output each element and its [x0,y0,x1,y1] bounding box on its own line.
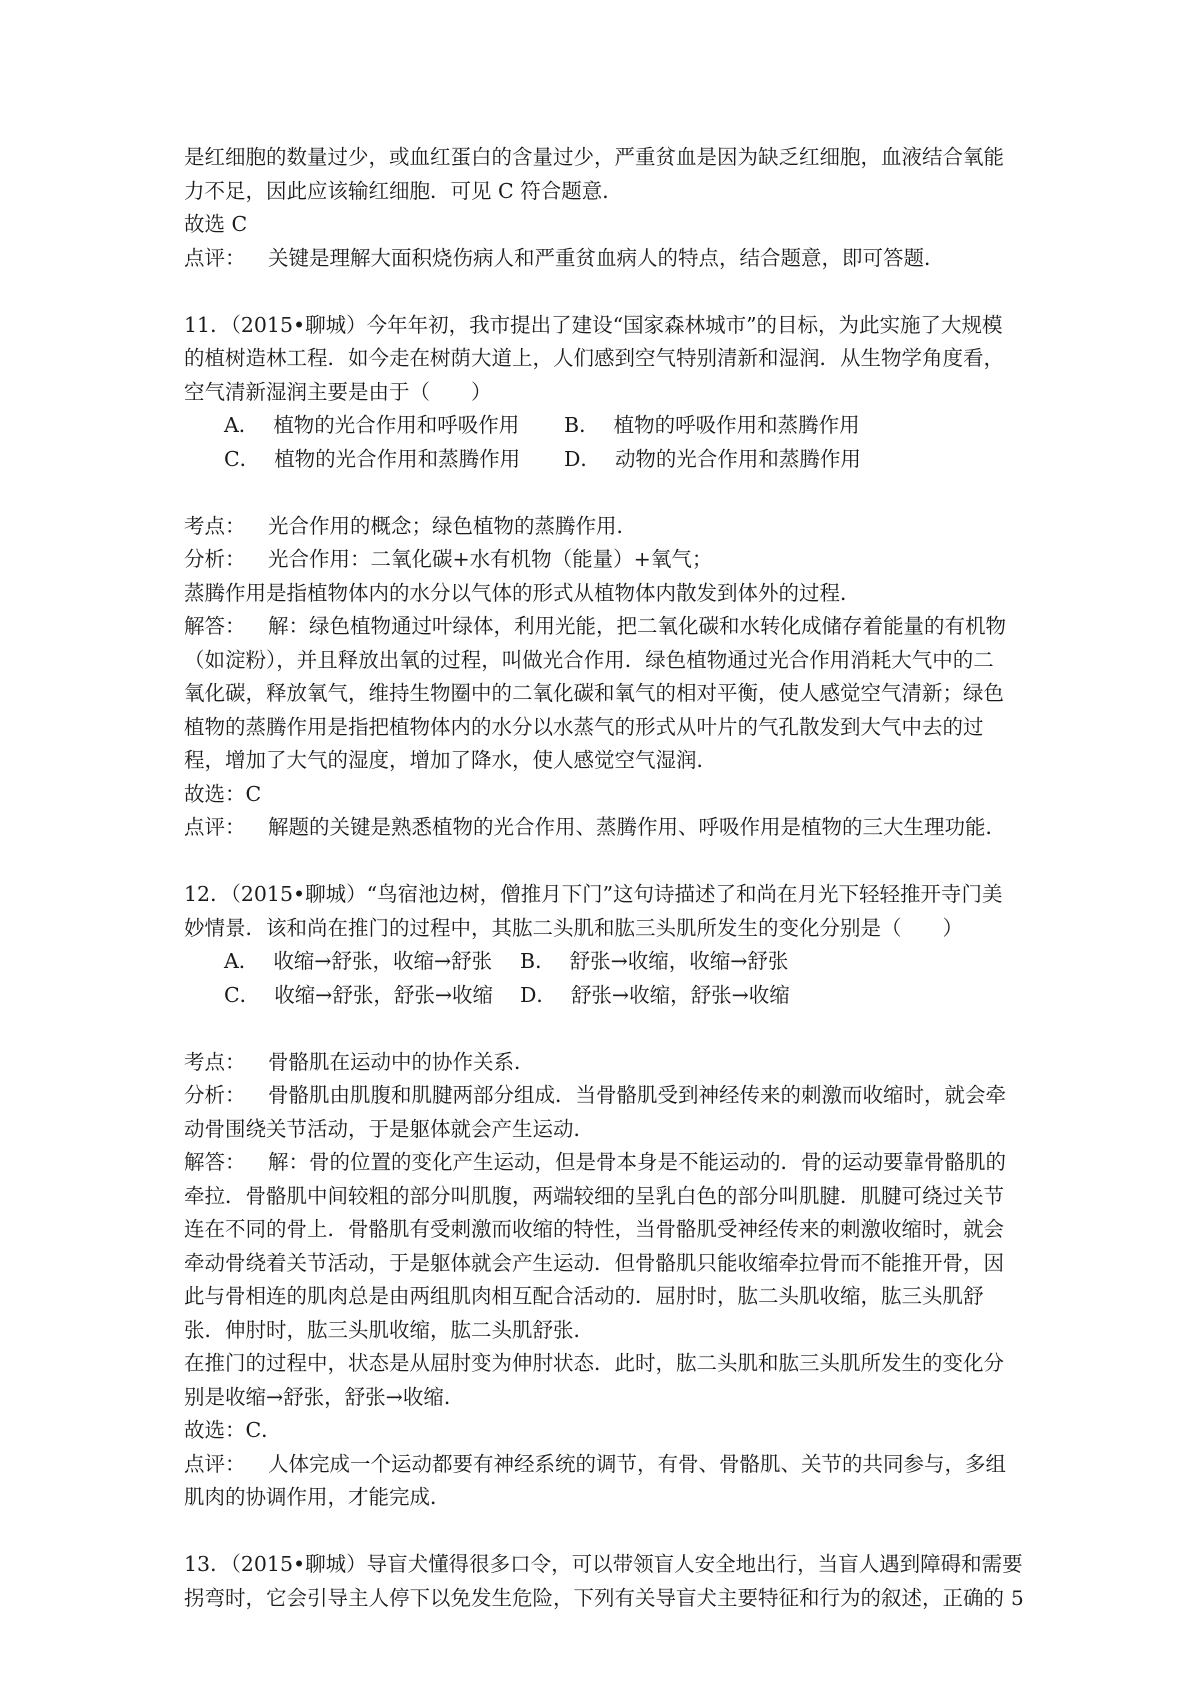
option-d [564,443,861,477]
kaodian-row [184,1046,1026,1080]
text-line: 力不足，因此应该输红细胞．可见 C 符合题意． [184,178,623,203]
page-number: 5 [1011,1586,1024,1610]
jieda-row [184,610,1026,644]
option-text: 舒张→收缩，收缩→舒张 [569,949,789,973]
question-stem: 的植树造林工程．如今走在树荫大道上，人们感到空气特别清新和湿润．从生物学角度看， [184,346,1004,370]
jieda-line: 牵拉．骨骼肌中间较粗的部分叫肌腹，两端较细的呈乳白色的部分叫肌腱．肌腱可绕过关节 [184,1183,1004,1208]
review-text: 肌肉的协调作用，才能完成． [184,1485,451,1509]
option-c [184,443,564,477]
question-stem: 11．（2015•聊城）今年年初，我市提出了建设“国家森林城市”的目标，为此实施了大规模 [184,312,1003,337]
option-a [184,409,564,443]
question-stem: 空气清新湿润主要是由于（ ） [184,379,492,404]
option-key: D． [564,446,601,471]
option-key: A． [224,413,260,437]
option-key: B． [564,413,600,437]
options-row [184,443,1026,477]
jieda-line: 连在不同的骨上．骨骼肌有受刺激而收缩的特性，当骨骼肌受神经传来的刺激收缩时，就会 [184,1217,1004,1241]
option-text: 收缩→舒张，收缩→舒张 [273,949,493,973]
fenxi-text: 动骨围绕关节活动，于是躯体就会产生运动． [184,1116,594,1141]
kaodian-text: 骨骼肌在运动中的协作关系． [268,1049,535,1074]
fenxi-label: 分析： [184,1083,246,1107]
question-13 [184,1548,1026,1615]
option-text: 植物的呼吸作用和蒸腾作用 [613,413,860,437]
option-text: 动物的光合作用和蒸腾作用 [614,446,861,471]
question-stem: 拐弯时，它会引导主人停下以免发生危险，下列有关导盲犬主要特征和行为的叙述，正确的 [184,1585,1004,1610]
jieda-line: 程，增加了大气的湿度，增加了降水，使人感觉空气湿润． [184,748,717,772]
question-stem: 12．（2015•聊城）“鸟宿池边树，僧推月下门”这句诗描述了和尚在月光下轻轻推开寺门美 [184,882,1003,906]
fenxi-row [184,1079,1026,1113]
option-key: A． [224,949,260,973]
jieda-label: 解答： [184,1150,246,1174]
option-text: 舒张→收缩，舒张→收缩 [570,982,790,1007]
page-content [184,141,1026,1615]
options-row [184,409,1026,443]
jieda-line: 此与骨相连的肌肉总是由两组肌肉相互配合活动的．屈肘时，肱二头肌收缩，肱三头肌舒 [184,1284,984,1308]
jieda-text: 解：骨的位置的变化产生运动，但是骨本身是不能运动的．骨的运动要靠骨骼肌的 [268,1150,1006,1174]
review-text: 解题的关键是熟悉植物的光合作用、蒸腾作用、呼吸作用是植物的三大生理功能． [268,815,1006,839]
question-stem: 13．（2015•聊城）导盲犬懂得很多口令，可以带领盲人安全地出行，当盲人遇到障碍和需要 [184,1552,1023,1576]
option-key: B． [520,949,556,973]
option-b [520,945,788,979]
fenxi-text: 骨骼肌由肌腹和肌腱两部分组成．当骨骼肌受到神经传来的刺激而收缩时，就会牵 [268,1083,1006,1107]
option-a [184,945,520,979]
jieda-line: 在推门的过程中，状态是从屈肘变为伸肘状态．此时，肱二头肌和肱三头肌所发生的变化分 [184,1351,1004,1375]
jieda-line: 植物的蒸腾作用是指把植物体内的水分以水蒸气的形式从叶片的气孔散发到大气中去的过 [184,714,984,739]
jieda-text: 解：绿色植物通过叶绿体，利用光能，把二氧化碳和水转化成储存着能量的有机物 [268,614,1006,638]
fenxi-text: 光合作用：二氧化碳+水有机物（能量）+氧气； [268,547,713,571]
jieda-label: 解答： [184,614,246,638]
option-d [520,979,790,1013]
option-text: 植物的光合作用和蒸腾作用 [274,446,521,471]
review-row [184,811,1026,845]
option-c [184,979,520,1013]
jieda-line: （如淀粉），并且释放出氧的过程，叫做光合作用．绿色植物通过光合作用消耗大气中的二 [184,647,994,672]
question-stem: 妙情景．该和尚在推门的过程中，其肱二头肌和肱三头肌所发生的变化分别是（ ） [184,915,963,940]
jieda-line: 别是收缩→舒张，舒张→收缩． [184,1384,465,1409]
kaodian-label: 考点： [184,513,246,538]
answer-line: 故选：C． [184,1418,282,1442]
review-label: 点评： [184,815,246,839]
jieda-row [184,1146,1026,1180]
answer-line: 故选：C [184,781,262,806]
review-text: 人体完成一个运动都要有神经系统的调节，有骨、骨骼肌、关节的共同参与，多组 [268,1451,1006,1476]
kaodian-text: 光合作用的概念；绿色植物的蒸腾作用． [268,513,637,538]
review-row [184,1448,1026,1482]
option-key: C． [224,446,261,471]
question-12 [184,878,1026,1515]
options-row [184,945,1026,979]
fenxi-text: 蒸腾作用是指植物体内的水分以气体的形式从植物体内散发到体外的过程． [184,580,861,605]
review-row [184,242,1026,276]
review-text: 关键是理解大面积烧伤病人和严重贫血病人的特点，结合题意，即可答题． [268,245,945,270]
options-row [184,979,1026,1013]
option-key: C． [224,982,261,1007]
jieda-line: 牵动骨绕着关节活动，于是躯体就会产生运动．但骨骼肌只能收缩牵拉骨而不能推开骨，因 [184,1250,1004,1275]
option-text: 植物的光合作用和呼吸作用 [273,413,520,437]
review-label: 点评： [184,1451,246,1476]
option-text: 收缩→舒张，舒张→收缩 [274,982,494,1007]
kaodian-label: 考点： [184,1049,246,1074]
kaodian-row [184,510,1026,544]
fenxi-label: 分析： [184,547,246,571]
answer-line: 故选 C [184,212,248,236]
fenxi-row [184,543,1026,577]
jieda-line: 张．伸肘时，肱三头肌收缩，肱二头肌舒张． [184,1317,594,1342]
jieda-line: 氧化碳，释放氧气，维持生物圈中的二氧化碳和氧气的相对平衡，使人感觉空气清新；绿色 [184,681,1004,705]
option-b [564,409,860,443]
option-key: D． [520,982,557,1007]
review-label: 点评： [184,245,246,270]
question-11 [184,309,1026,845]
text-line: 是红细胞的数量过少，或血红蛋白的含量过少，严重贫血是因为缺乏红细胞，血液结合氧能 [184,145,1004,169]
